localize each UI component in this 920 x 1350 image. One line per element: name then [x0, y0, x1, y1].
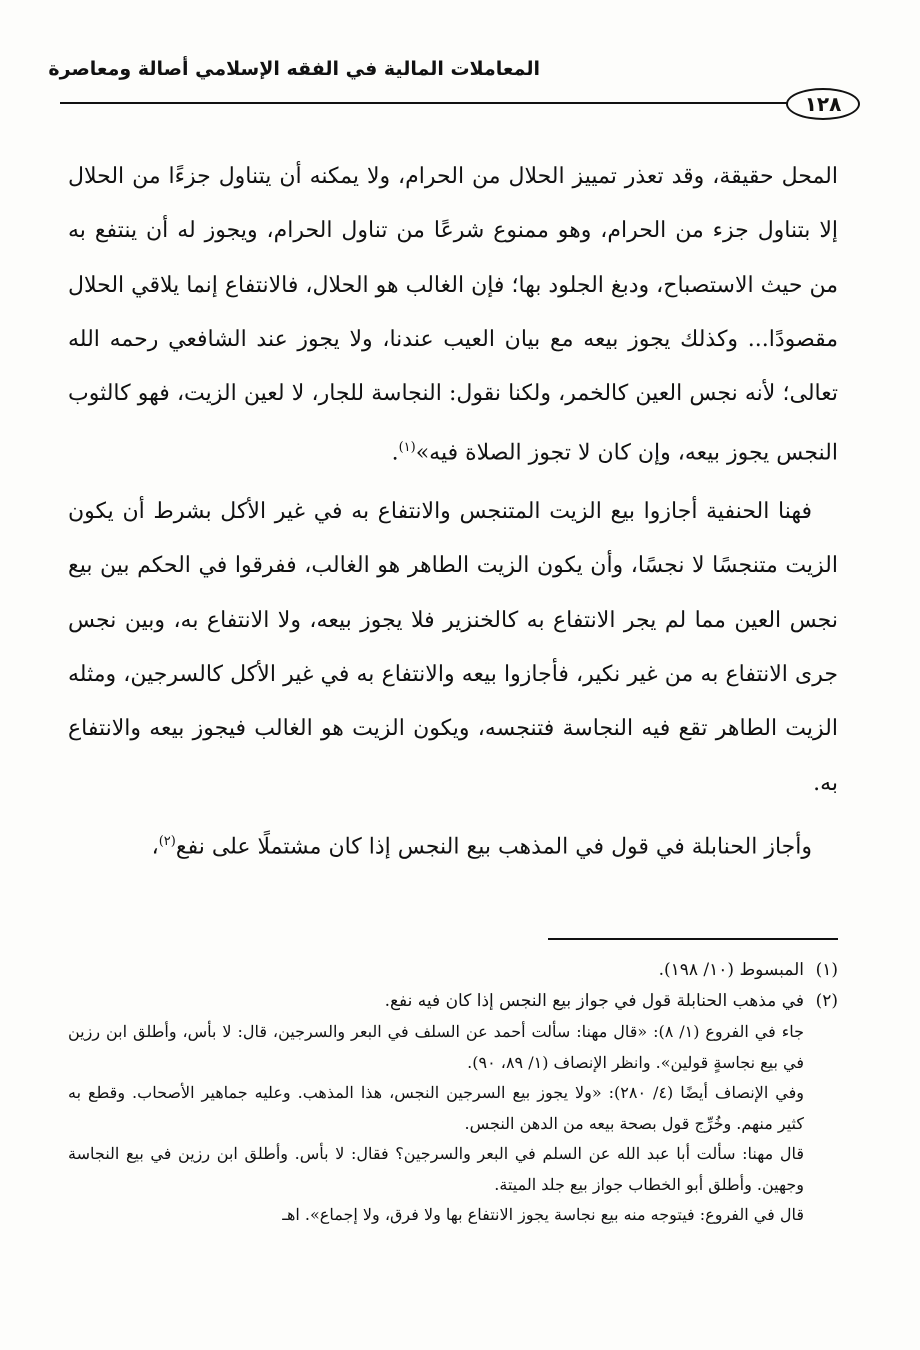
header-rule — [60, 102, 850, 104]
footnote-1 — [68, 955, 838, 986]
footnote-rule — [548, 938, 838, 940]
paragraph-3-end: ، — [151, 834, 159, 860]
footnote-2 — [68, 986, 838, 1017]
footnote-2-quote-d: قال في الفروع: فيتوجه منه بيع نجاسة يجوز الانتفاع بها ولا فرق، ولا إجماع». اهـ — [282, 1205, 804, 1224]
footnote-2-quote-c: قال مهنا: سألت أبا عبد الله عن السلم في البعر والسرجين؟ فقال: لا بأس. وأطلق ابن رزين في بيع النجاسة وجهين. وأطلق أبو الخطاب جواز بيع جلد الميتة. — [68, 1144, 804, 1194]
paragraph-3 — [68, 815, 838, 875]
paragraph-1-text: المحل حقيقة، وقد تعذر تمييز الحلال من الحرام، ولا يمكنه أن يتناول جزءًا من الحلال إلا بتناول جزء من الحرام، وهو ممنوع شرعًا من تناول الحرام، ويجوز له أن ينتفع به من حيث الاستصباح، ودبغ الجلود بها؛ فإن الغالب هو الحلال، فالانتفاع إنما يلاقي الحلال مقصودًا... وكذلك يجوز بيعه مع بيان العيب عندنا، ولا يجوز عند الشافعي رحمه الله تعالى؛ لأنه نجس العين كالخمر، ولكنا نقول: النجاسة للجار، لا لعين الزيت، فهو كالثوب النجس يجوز بيعه، وإن كان لا تجوز الصلاة فيه» — [68, 164, 839, 466]
footnotes — [68, 955, 838, 1231]
footnote-1-text: المبسوط (١٠/ ١٩٨). — [658, 960, 804, 980]
paragraph-3-text: وأجاز الحنابلة في قول في المذهب بيع النجس إذا كان مشتملًا على نفع — [175, 834, 812, 860]
footnote-ref-2: (٢) — [158, 833, 176, 849]
footnote-2-quote-b: وفي الإنصاف أيضًا (٤/ ٢٨٠): «ولا يجوز بيع السرجين النجس، هذا المذهب. وعليه جماهير الأصحاب. وقطع به كثير منهم. وخُرِّج قول بصحة بيعه من الدهن النجس. — [68, 1083, 804, 1133]
running-header-title: المعاملات المالية في الفقه الإسلامي أصالة ومعاصرة — [48, 58, 540, 80]
paragraph-1-end: . — [391, 440, 399, 466]
main-text — [68, 150, 838, 875]
footnote-ref-1: (١) — [398, 440, 416, 456]
paragraph-1 — [68, 150, 838, 481]
footnote-2-text: في مذهب الحنابلة قول في جواز بيع النجس إذا كان فيه نفع. — [384, 991, 804, 1011]
paragraph-2: فهنا الحنفية أجازوا بيع الزيت المتنجس والانتفاع به في غير الأكل بشرط أن يكون الزيت متنجسًا لا نجسًا، وأن يكون الزيت الطاهر هو الغالب، ففرقوا في الحكم بين بيع نجس العين مما لم يجر الانتفاع به كالخنزير فلا يجوز بيعه، ولا الانتفاع به، وبين نجس جرى الانتفاع به من غير نكير، فأجازوا بيعه والانتفاع به في غير الأكل كالسرجين، ومثله الزيت الطاهر تقع فيه النجاسة فتنجسه، ويكون الزيت هو الغالب فيجوز بيعه والانتفاع به. — [68, 499, 838, 796]
footnote-2-quote-a: جاء في الفروع (١/ ٨): «قال مهنا: سألت أحمد عن السلف في البعر والسرجين، قال: لا بأس، وأطلق ابن رزين في بيع نجاسةٍ قولين». وانظر الإنصاف (١/ ٨٩، ٩٠). — [68, 1022, 804, 1072]
footnote-2-number: (٢) — [815, 991, 838, 1011]
page-number: ١٢٨ — [786, 88, 860, 120]
footnote-1-number: (١) — [815, 960, 838, 980]
